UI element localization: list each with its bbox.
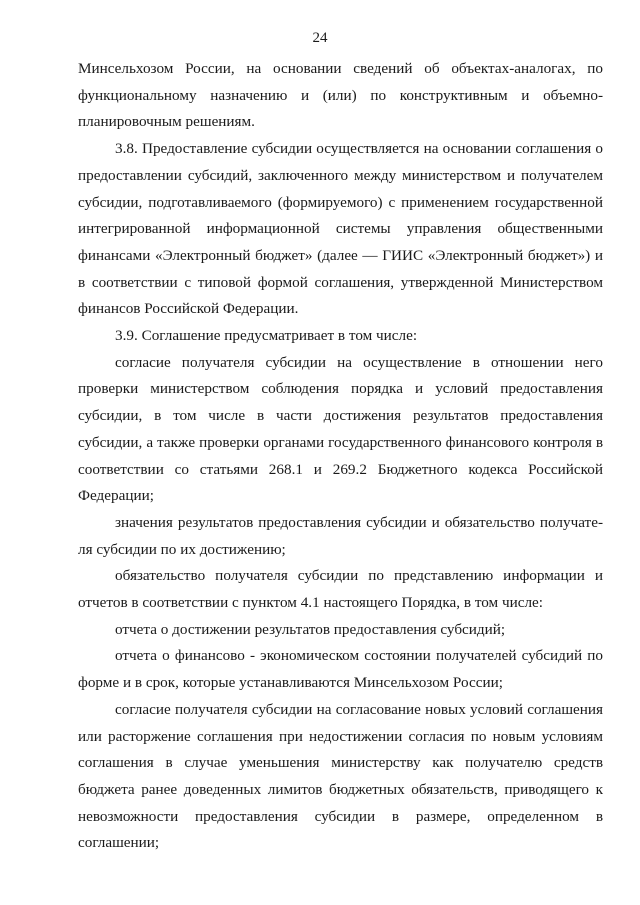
list-item-result-values: значения результатов предоставления субсидии и обязательство получателя субсидии по их достижению;	[78, 513, 603, 558]
list-item-consent-inspection: согласие получателя субсидии на осуществление в отношении него проверки министерством соблюдения порядка и условий предоставления субсидии, в том числе в части достижения результатов предоставления субсидии, а также проверки органами государственного финансового контроля в соответствии со статьями 268.1 и 269.2 Бюджетного кодекса Российской Федерации;	[78, 353, 603, 505]
list-item-consent-new-conditions: согласие получателя субсидии на согласование новых условий соглашения или расторжение соглашения при недостижении согласия по новым условиям соглашения в случае уменьшения министерству как получателю средств бюджета ранее доведенных лимитов бюджетных обязательств, приводящего к невозможности предоставления субсидии в размере, определенном в соглашении;	[78, 700, 603, 852]
paragraph-3-9: 3.9. Соглашение предусматривает в том числе:	[115, 327, 418, 345]
paragraph-3-8: 3.8. Предоставление субсидии осуществляется на основании соглашения о предоставлении субсидий, заключенного между министерством и получателем субсидии, подготавливаемого (формируемого) с применением государственной интегрированной информационной системы управления общественными финансами «Электронный бюджет» (далее — ГИИС «Электронный бюджет») и в соответствии с типовой формой соглашения, утвержденной Министерством финансов Российской Федерации.	[78, 140, 603, 318]
list-item-reporting-obligation: обязательство получателя субсидии по представлению информации и отчетов в соответствии с пунктом 4.1 настоящего Порядка, в том числе:	[78, 567, 603, 612]
document-body	[78, 56, 603, 857]
paragraph-continuation: Минсельхозом России, на основании сведений об объектах-аналогах, по функциональному назначению и (или) по конструктивным и объемно-планировочным решениям.	[78, 60, 603, 131]
page-number: 24	[312, 30, 328, 46]
list-item-results-report: отчета о достижении результатов предоставления субсидий;	[115, 620, 506, 638]
list-item-financial-report: отчета о финансово - экономическом состоянии получателей субсидий по форме и в срок, которые устанавливаются Минсельхозом России;	[78, 647, 603, 692]
